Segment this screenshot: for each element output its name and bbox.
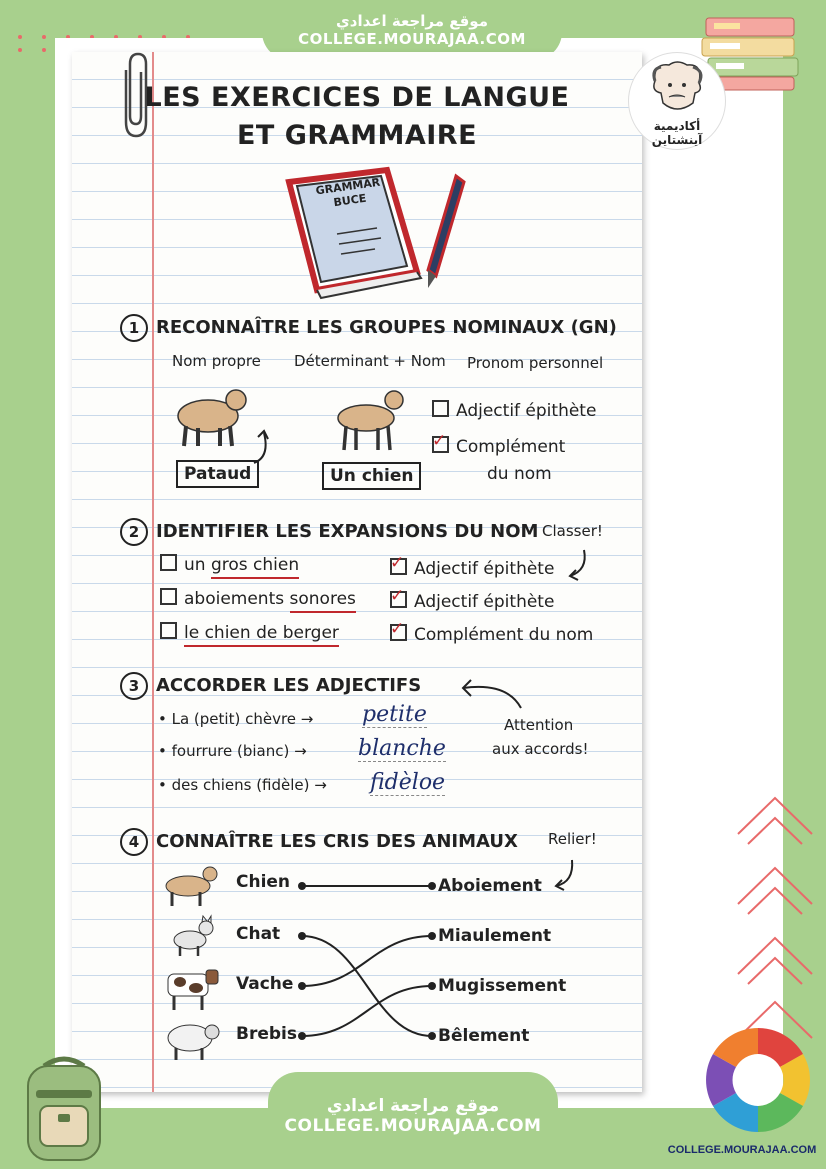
animal-cry[interactable]: Mugissement [438, 976, 567, 996]
site-url[interactable]: COLLEGE.MOURAJAA.COM [284, 1116, 542, 1136]
section-title-text: IDENTIFIER LES EXPANSIONS DU NOM [156, 521, 539, 542]
animal-cry[interactable]: Miaulement [438, 926, 552, 946]
curved-arrow-icon [566, 546, 592, 582]
checkbox-unchecked[interactable] [160, 588, 177, 605]
page-title-line1: LES EXERCICES DE LANGUE [144, 82, 570, 113]
site-arabic-name: موقع مراجعة اعدادي [326, 1096, 500, 1116]
einstein-portrait-icon [649, 59, 705, 117]
section-number: 4 [120, 828, 148, 856]
hint-relier: Relier! [548, 830, 597, 848]
section-number: 1 [120, 314, 148, 342]
agreement-prompt: • des chiens (fidèle) → [158, 776, 327, 794]
animal-name[interactable]: Vache [236, 974, 294, 994]
section-number: 2 [120, 518, 148, 546]
subjects-wheel-logo [696, 1022, 820, 1142]
agreement-answer[interactable]: fidèloe [370, 770, 446, 795]
section-title-text: RECONNAÎTRE LES GROUPES NOMINAUX (GN) [156, 317, 617, 338]
footer-site-tab [268, 1072, 558, 1152]
curved-arrow-icon [457, 676, 527, 712]
section-4-title [120, 828, 518, 856]
checkmark-icon: ✓ [390, 619, 405, 639]
page-title-line2: ET GRAMMAIRE [236, 120, 478, 151]
section-title-text: CONNAÎTRE LES CRIS DES ANIMAUX [156, 831, 518, 852]
backpack-icon [14, 1052, 114, 1164]
label-pataud: Pataud [176, 460, 259, 488]
checkbox-checked[interactable] [432, 431, 449, 453]
note-accords: aux accords! [492, 740, 589, 758]
academy-logo [628, 52, 726, 150]
sheep-icon [162, 1014, 222, 1062]
option-complement-line2: du nom [487, 464, 552, 484]
expansion-row[interactable]: un gros chien [160, 554, 299, 575]
hint-classer: Classer! [542, 522, 603, 540]
dog-icon [328, 380, 410, 454]
dog-icon [172, 378, 252, 450]
checkbox-checked[interactable] [390, 586, 407, 608]
checkbox-unchecked[interactable] [160, 554, 177, 571]
animal-name[interactable]: Chien [236, 872, 291, 892]
cat-icon [168, 912, 218, 958]
dog-icon [160, 860, 220, 908]
agreement-answer[interactable]: blanche [358, 736, 446, 761]
col-header-nom-propre: Nom propre [172, 352, 261, 370]
book-label: GRAMMAR BUCE [314, 175, 381, 210]
checkbox-checked[interactable] [390, 619, 407, 641]
corner-site-url[interactable]: COLLEGE.MOURAJAA.COM [667, 1144, 817, 1156]
pen-icon [422, 172, 468, 292]
site-arabic-name: موقع مراجعة اعدادي [336, 12, 488, 30]
option-complement[interactable]: ✓ Complément [432, 431, 566, 457]
matching-lines [292, 872, 442, 1052]
note-attention: Attention [504, 716, 574, 734]
checkmark-icon: ✓ [390, 553, 405, 573]
animal-cry[interactable]: Aboiement [438, 876, 542, 896]
section-number: 3 [120, 672, 148, 700]
checkbox-checked[interactable] [390, 553, 407, 575]
curved-arrow-icon [550, 856, 578, 892]
agreement-prompt: • fourrure (bianc) → [158, 742, 307, 760]
margin-line [152, 52, 154, 1092]
site-url[interactable]: COLLEGE.MOURAJAA.COM [298, 30, 526, 48]
agreement-answer[interactable]: petite [362, 702, 427, 727]
section-3-title [120, 672, 421, 700]
option-adjectif[interactable]: Adjectif épithète [432, 400, 596, 421]
section-2-title [120, 518, 538, 546]
expansion-answer[interactable]: ✓ Adjectif épithète [390, 586, 555, 612]
expansion-answer[interactable]: ✓ Adjectif épithète [390, 553, 555, 579]
checkmark-icon: ✓ [390, 586, 405, 606]
section-1-title [120, 314, 617, 342]
animal-cry[interactable]: Bêlement [438, 1026, 530, 1046]
curved-arrow-icon [250, 427, 276, 467]
col-header-pronom: Pronom personnel [467, 354, 604, 372]
animal-name[interactable]: Brebis [236, 1024, 297, 1044]
checkmark-icon: ✓ [432, 431, 447, 451]
cow-icon [160, 962, 222, 1012]
checkbox-unchecked[interactable] [432, 400, 449, 417]
label-un-chien: Un chien [322, 462, 421, 490]
worksheet-paper [72, 52, 642, 1092]
animal-name[interactable]: Chat [236, 924, 281, 944]
checkbox-unchecked[interactable] [160, 622, 177, 639]
section-title-text: ACCORDER LES ADJECTIFS [156, 675, 422, 696]
expansion-row[interactable]: le chien de berger [160, 622, 339, 643]
chevrons-decoration [732, 790, 818, 1040]
academy-name: أكاديمية آينشتاين [651, 119, 703, 147]
expansion-row[interactable]: aboiements sonores [160, 588, 356, 609]
expansion-answer[interactable]: ✓ Complément du nom [390, 619, 594, 645]
agreement-prompt: • La (petit) chèvre → [158, 710, 314, 728]
col-header-determinant: Déterminant + Nom [294, 352, 446, 370]
